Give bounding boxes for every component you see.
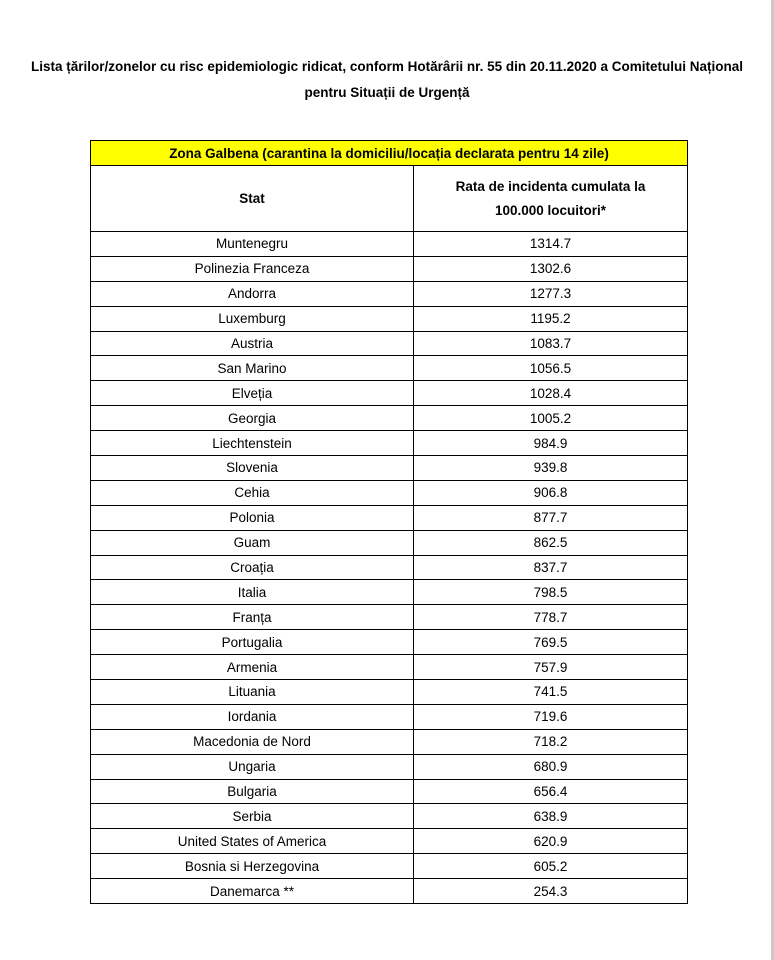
cell-rate: 939.8 [414, 456, 688, 481]
column-header-rate-line-2: 100.000 locuitori* [494, 202, 607, 218]
cell-stat: Elveția [91, 381, 414, 406]
table-row [91, 456, 688, 481]
cell-rate: 1277.3 [414, 281, 688, 306]
cell-stat: Luxemburg [91, 306, 414, 331]
cell-stat: Lituania [91, 680, 414, 705]
cell-stat: Iordania [91, 704, 414, 729]
cell-stat: Austria [91, 331, 414, 356]
table-row [91, 605, 688, 630]
cell-rate: 638.9 [414, 804, 688, 829]
cell-stat: Croația [91, 555, 414, 580]
document-title [0, 54, 774, 106]
column-header-stat: Stat [91, 166, 414, 232]
cell-stat: Bulgaria [91, 779, 414, 804]
cell-stat: San Marino [91, 356, 414, 381]
risk-table-container [90, 140, 687, 904]
cell-stat: Slovenia [91, 456, 414, 481]
cell-rate: 656.4 [414, 779, 688, 804]
cell-rate: 877.7 [414, 505, 688, 530]
cell-rate: 680.9 [414, 754, 688, 779]
table-row [91, 879, 688, 904]
cell-rate: 1302.6 [414, 256, 688, 281]
cell-stat: Polinezia Franceza [91, 256, 414, 281]
table-row [91, 655, 688, 680]
zone-header: Zona Galbena (carantina la domiciliu/locația declarata pentru 14 zile) [91, 141, 688, 166]
cell-rate: 984.9 [414, 431, 688, 456]
table-row [91, 480, 688, 505]
table-row [91, 281, 688, 306]
cell-rate: 906.8 [414, 480, 688, 505]
cell-rate: 718.2 [414, 729, 688, 754]
table-row [91, 829, 688, 854]
cell-rate: 1028.4 [414, 381, 688, 406]
cell-stat: Polonia [91, 505, 414, 530]
table-row [91, 630, 688, 655]
cell-rate: 719.6 [414, 704, 688, 729]
table-row [91, 704, 688, 729]
cell-rate: 862.5 [414, 530, 688, 555]
table-row [91, 530, 688, 555]
column-header-rate-line-1: Rata de incidenta cumulata la [455, 178, 646, 194]
cell-rate: 778.7 [414, 605, 688, 630]
cell-rate: 1005.2 [414, 406, 688, 431]
cell-stat: Danemarca ** [91, 879, 414, 904]
cell-rate: 1314.7 [414, 232, 688, 257]
table-row [91, 754, 688, 779]
column-header-row [91, 166, 688, 232]
table-row [91, 356, 688, 381]
table-body [91, 232, 688, 904]
cell-stat: Franța [91, 605, 414, 630]
table-row [91, 854, 688, 879]
risk-table [90, 140, 688, 904]
cell-stat: Serbia [91, 804, 414, 829]
column-header-rate [414, 166, 688, 232]
table-row [91, 331, 688, 356]
cell-rate: 1195.2 [414, 306, 688, 331]
cell-stat: Georgia [91, 406, 414, 431]
zone-header-row [91, 141, 688, 166]
cell-rate: 620.9 [414, 829, 688, 854]
cell-stat: Ungaria [91, 754, 414, 779]
cell-stat: Guam [91, 530, 414, 555]
cell-rate: 605.2 [414, 854, 688, 879]
table-row [91, 779, 688, 804]
table-row [91, 555, 688, 580]
table-row [91, 680, 688, 705]
table-row [91, 232, 688, 257]
cell-stat: Andorra [91, 281, 414, 306]
table-row [91, 505, 688, 530]
cell-rate: 757.9 [414, 655, 688, 680]
cell-rate: 1083.7 [414, 331, 688, 356]
cell-rate: 254.3 [414, 879, 688, 904]
cell-stat: Italia [91, 580, 414, 605]
cell-stat: Muntenegru [91, 232, 414, 257]
table-row [91, 729, 688, 754]
table-row [91, 804, 688, 829]
table-row [91, 306, 688, 331]
cell-stat: Macedonia de Nord [91, 729, 414, 754]
title-line-2: pentru Situații de Urgență [304, 85, 470, 100]
cell-stat: Armenia [91, 655, 414, 680]
cell-rate: 741.5 [414, 680, 688, 705]
cell-stat: Bosnia si Herzegovina [91, 854, 414, 879]
cell-rate: 798.5 [414, 580, 688, 605]
cell-stat: Cehia [91, 480, 414, 505]
cell-stat: Portugalia [91, 630, 414, 655]
table-row [91, 406, 688, 431]
table-row [91, 580, 688, 605]
table-row [91, 381, 688, 406]
cell-stat: United States of America [91, 829, 414, 854]
title-line-1: Lista țărilor/zonelor cu risc epidemiologic ridicat, conform Hotărârii nr. 55 din 20.11.2020 a Comitetului Național [31, 59, 743, 74]
cell-rate: 769.5 [414, 630, 688, 655]
table-row [91, 256, 688, 281]
table-row [91, 431, 688, 456]
cell-rate: 1056.5 [414, 356, 688, 381]
cell-stat: Liechtenstein [91, 431, 414, 456]
cell-rate: 837.7 [414, 555, 688, 580]
